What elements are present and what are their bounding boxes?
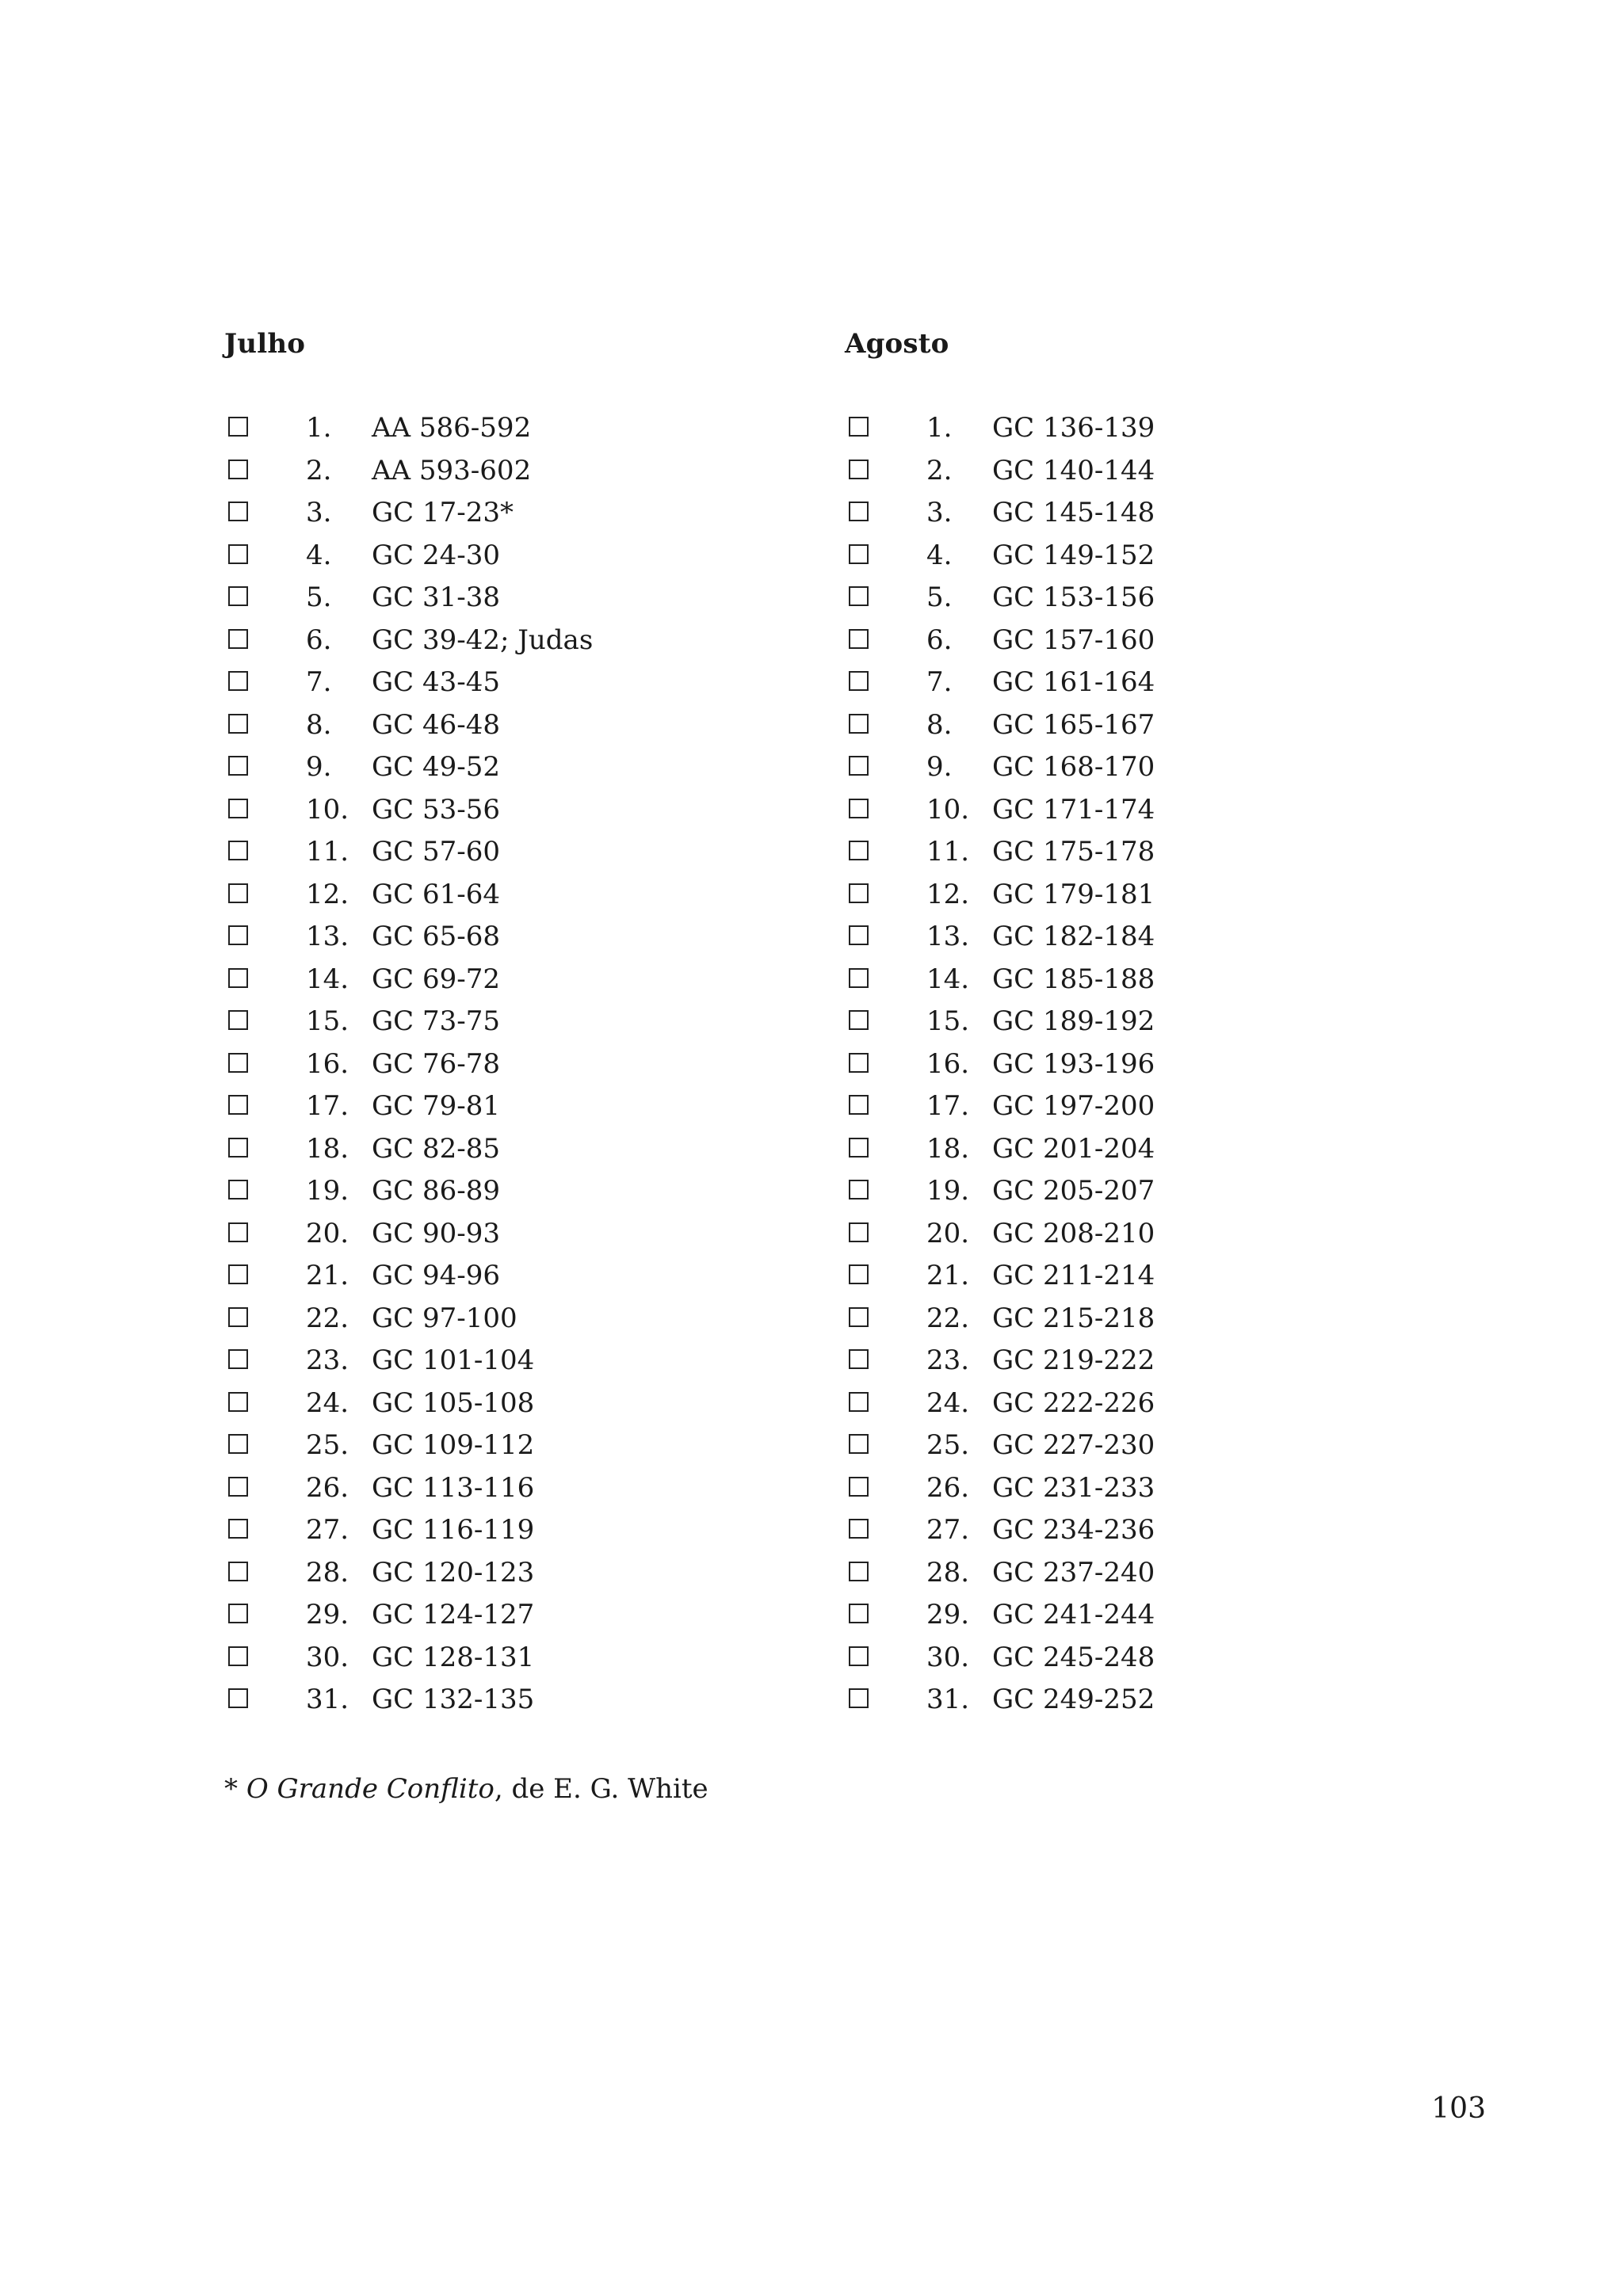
list-item bbox=[845, 1043, 1400, 1086]
day-number: 4. bbox=[306, 539, 332, 571]
checkbox-icon[interactable] bbox=[228, 1138, 248, 1158]
list-item bbox=[845, 916, 1400, 959]
list-item bbox=[224, 1552, 779, 1595]
checkbox-icon[interactable] bbox=[849, 1646, 869, 1666]
checkbox-icon[interactable] bbox=[228, 1349, 248, 1369]
day-number: 26. bbox=[306, 1471, 349, 1504]
reading-reference: GC 249-252 bbox=[992, 1684, 1155, 1715]
list-item bbox=[845, 1552, 1400, 1595]
list-item bbox=[224, 1383, 779, 1425]
list-item bbox=[845, 577, 1400, 620]
checkbox-icon[interactable] bbox=[228, 1604, 248, 1623]
reading-reference: GC 43-45 bbox=[372, 666, 500, 698]
reading-reference: GC 241-244 bbox=[992, 1599, 1155, 1630]
list-item bbox=[845, 1001, 1400, 1043]
checkbox-icon[interactable] bbox=[849, 1562, 869, 1581]
day-number: 19. bbox=[926, 1175, 970, 1207]
footnote-marker: * bbox=[224, 1773, 246, 1805]
list-item bbox=[224, 407, 779, 450]
reading-reference: GC 124-127 bbox=[372, 1599, 535, 1630]
checkbox-icon[interactable] bbox=[849, 1434, 869, 1454]
reading-reference: GC 69-72 bbox=[372, 963, 500, 995]
day-number: 30. bbox=[926, 1641, 970, 1673]
checkbox-icon[interactable] bbox=[228, 925, 248, 945]
reading-reference: GC 161-164 bbox=[992, 666, 1155, 698]
day-number: 16. bbox=[306, 1047, 349, 1080]
list-item bbox=[224, 1128, 779, 1171]
list-item bbox=[224, 874, 779, 917]
reading-reference: GC 57-60 bbox=[372, 836, 500, 868]
day-number: 11. bbox=[926, 836, 970, 868]
checkbox-icon[interactable] bbox=[849, 883, 869, 903]
list-item bbox=[224, 1255, 779, 1298]
reading-reference: GC 211-214 bbox=[992, 1260, 1155, 1291]
day-number: 31. bbox=[926, 1684, 970, 1715]
reading-reference: GC 140-144 bbox=[992, 454, 1155, 486]
day-number: 19. bbox=[306, 1175, 349, 1207]
list-item bbox=[845, 1509, 1400, 1552]
checkbox-icon[interactable] bbox=[849, 1264, 869, 1284]
day-number: 14. bbox=[306, 963, 349, 995]
list-item bbox=[224, 1085, 779, 1128]
reading-reference: GC 17-23* bbox=[372, 497, 514, 528]
reading-reference: GC 208-210 bbox=[992, 1217, 1155, 1249]
day-number: 14. bbox=[926, 963, 970, 995]
reading-reference: GC 61-64 bbox=[372, 878, 500, 910]
checkbox-icon[interactable] bbox=[849, 1307, 869, 1327]
checkbox-icon[interactable] bbox=[228, 1562, 248, 1581]
day-number: 2. bbox=[926, 454, 953, 486]
reading-reference: GC 49-52 bbox=[372, 751, 500, 783]
reading-reference: GC 24-30 bbox=[372, 539, 500, 571]
reading-reference: GC 222-226 bbox=[992, 1386, 1155, 1419]
checkbox-icon[interactable] bbox=[849, 671, 869, 691]
checkbox-icon[interactable] bbox=[228, 1519, 248, 1539]
list-item bbox=[845, 874, 1400, 917]
day-number: 17. bbox=[926, 1090, 970, 1122]
list-item bbox=[845, 1425, 1400, 1467]
day-number: 5. bbox=[926, 582, 953, 613]
footnote-author: , de E. G. White bbox=[494, 1773, 708, 1805]
day-number: 2. bbox=[306, 454, 332, 486]
day-number: 20. bbox=[926, 1217, 970, 1249]
checkbox-icon[interactable] bbox=[849, 1604, 869, 1623]
reading-reference: GC 128-131 bbox=[372, 1641, 535, 1673]
list-item bbox=[224, 789, 779, 832]
list-item bbox=[224, 1298, 779, 1341]
reading-reference: GC 193-196 bbox=[992, 1047, 1155, 1080]
checkbox-icon[interactable] bbox=[228, 714, 248, 734]
reading-reference: GC 189-192 bbox=[992, 1005, 1155, 1037]
reading-reference: GC 86-89 bbox=[372, 1175, 500, 1207]
list-item bbox=[224, 1425, 779, 1467]
checkbox-icon[interactable] bbox=[228, 502, 248, 521]
reading-reference: GC 185-188 bbox=[992, 963, 1155, 995]
day-number: 8. bbox=[306, 708, 332, 741]
day-number: 25. bbox=[926, 1429, 970, 1461]
reading-reference: GC 179-181 bbox=[992, 878, 1155, 910]
list-item bbox=[845, 831, 1400, 874]
day-number: 21. bbox=[306, 1260, 349, 1291]
checkbox-icon[interactable] bbox=[849, 799, 869, 818]
checkbox-icon[interactable] bbox=[228, 586, 248, 606]
day-number: 12. bbox=[306, 878, 349, 910]
day-number: 28. bbox=[306, 1556, 349, 1589]
reading-reference: GC 90-93 bbox=[372, 1217, 500, 1249]
day-number: 30. bbox=[306, 1641, 349, 1673]
list-item bbox=[845, 704, 1400, 747]
list-item bbox=[845, 407, 1400, 450]
reading-reference: GC 113-116 bbox=[372, 1471, 535, 1504]
reading-reference: GC 175-178 bbox=[992, 836, 1155, 868]
list-item bbox=[845, 662, 1400, 704]
day-number: 24. bbox=[926, 1386, 970, 1419]
list-item bbox=[224, 916, 779, 959]
day-number: 9. bbox=[306, 751, 332, 783]
checkbox-icon[interactable] bbox=[228, 1688, 248, 1708]
checkbox-icon[interactable] bbox=[849, 968, 869, 988]
checkbox-icon[interactable] bbox=[228, 544, 248, 564]
checkbox-icon[interactable] bbox=[228, 1264, 248, 1284]
list-item bbox=[845, 1594, 1400, 1637]
checkbox-icon[interactable] bbox=[228, 968, 248, 988]
checkbox-icon[interactable] bbox=[228, 799, 248, 818]
reading-reference: GC 31-38 bbox=[372, 582, 500, 613]
list-item bbox=[845, 620, 1400, 662]
checkbox-icon[interactable] bbox=[228, 1095, 248, 1115]
day-number: 6. bbox=[926, 624, 953, 656]
reading-reference: GC 237-240 bbox=[992, 1556, 1155, 1589]
day-number: 24. bbox=[306, 1386, 349, 1419]
list-item bbox=[224, 1467, 779, 1510]
list-item bbox=[845, 1637, 1400, 1680]
reading-reference: GC 46-48 bbox=[372, 708, 500, 741]
checkbox-icon[interactable] bbox=[849, 714, 869, 734]
list-item bbox=[845, 1085, 1400, 1128]
reading-reference: GC 82-85 bbox=[372, 1132, 500, 1165]
list-item bbox=[845, 789, 1400, 832]
reading-reference: GC 201-204 bbox=[992, 1132, 1155, 1165]
day-number: 29. bbox=[926, 1599, 970, 1630]
day-number: 10. bbox=[926, 793, 970, 826]
checkbox-icon[interactable] bbox=[228, 417, 248, 437]
checkbox-icon[interactable] bbox=[849, 841, 869, 860]
reading-reference: GC 145-148 bbox=[992, 497, 1155, 528]
list-item bbox=[224, 535, 779, 578]
day-number: 23. bbox=[306, 1344, 349, 1376]
reading-reference: GC 231-233 bbox=[992, 1471, 1155, 1504]
day-number: 27. bbox=[926, 1514, 970, 1546]
checkbox-icon[interactable] bbox=[228, 1392, 248, 1412]
checkbox-icon[interactable] bbox=[228, 1010, 248, 1030]
day-number: 11. bbox=[306, 836, 349, 868]
column-agosto bbox=[845, 326, 1400, 1722]
day-number: 6. bbox=[306, 624, 332, 656]
list-item bbox=[845, 535, 1400, 578]
day-number: 22. bbox=[926, 1302, 970, 1334]
reading-reference: GC 94-96 bbox=[372, 1260, 500, 1291]
reading-list bbox=[224, 407, 779, 1722]
day-number: 5. bbox=[306, 582, 332, 613]
checkbox-icon[interactable] bbox=[849, 1349, 869, 1369]
day-number: 29. bbox=[306, 1599, 349, 1630]
list-item bbox=[224, 704, 779, 747]
checkbox-icon[interactable] bbox=[849, 417, 869, 437]
reading-reference: GC 227-230 bbox=[992, 1429, 1155, 1461]
day-number: 3. bbox=[926, 497, 953, 528]
day-number: 7. bbox=[926, 666, 953, 698]
list-item bbox=[845, 1340, 1400, 1383]
day-number: 15. bbox=[926, 1005, 970, 1037]
list-item bbox=[845, 1298, 1400, 1341]
list-item bbox=[845, 959, 1400, 1001]
page-number: 103 bbox=[1431, 2092, 1486, 2125]
checkbox-icon[interactable] bbox=[228, 1053, 248, 1073]
checkbox-icon[interactable] bbox=[228, 1477, 248, 1497]
reading-reference: GC 234-236 bbox=[992, 1514, 1155, 1546]
list-item bbox=[224, 450, 779, 493]
list-item bbox=[224, 1213, 779, 1256]
footnote bbox=[224, 1772, 708, 1806]
reading-reference: GC 73-75 bbox=[372, 1005, 500, 1037]
checkbox-icon[interactable] bbox=[849, 1519, 869, 1539]
checkbox-icon[interactable] bbox=[849, 925, 869, 945]
day-number: 20. bbox=[306, 1217, 349, 1249]
reading-reference: GC 120-123 bbox=[372, 1556, 535, 1589]
day-number: 7. bbox=[306, 666, 332, 698]
reading-reference: GC 65-68 bbox=[372, 921, 500, 952]
checkbox-icon[interactable] bbox=[849, 1010, 869, 1030]
day-number: 31. bbox=[306, 1684, 349, 1715]
day-number: 23. bbox=[926, 1344, 970, 1376]
reading-reference: GC 149-152 bbox=[992, 539, 1155, 571]
reading-reference: AA 586-592 bbox=[372, 412, 532, 444]
reading-reference: GC 76-78 bbox=[372, 1047, 500, 1080]
column-julho bbox=[224, 326, 779, 1722]
list-item bbox=[224, 746, 779, 789]
day-number: 3. bbox=[306, 497, 332, 528]
checkbox-icon[interactable] bbox=[849, 1688, 869, 1708]
list-item bbox=[845, 746, 1400, 789]
list-item bbox=[224, 1679, 779, 1722]
list-item bbox=[224, 831, 779, 874]
checkbox-icon[interactable] bbox=[228, 629, 248, 649]
reading-reference: GC 97-100 bbox=[372, 1302, 517, 1334]
list-item bbox=[224, 577, 779, 620]
day-number: 27. bbox=[306, 1514, 349, 1546]
checkbox-icon[interactable] bbox=[228, 1434, 248, 1454]
reading-reference: GC 165-167 bbox=[992, 708, 1155, 741]
list-item bbox=[845, 1213, 1400, 1256]
list-item bbox=[224, 1170, 779, 1213]
reading-reference: GC 215-218 bbox=[992, 1302, 1155, 1334]
day-number: 13. bbox=[306, 921, 349, 952]
day-number: 22. bbox=[306, 1302, 349, 1334]
reading-reference: GC 53-56 bbox=[372, 793, 500, 826]
checkbox-icon[interactable] bbox=[849, 1477, 869, 1497]
list-item bbox=[845, 1383, 1400, 1425]
checkbox-icon[interactable] bbox=[228, 756, 248, 776]
checkbox-icon[interactable] bbox=[849, 1180, 869, 1199]
day-number: 13. bbox=[926, 921, 970, 952]
list-item bbox=[845, 1128, 1400, 1171]
checkbox-icon[interactable] bbox=[228, 883, 248, 903]
checkbox-icon[interactable] bbox=[849, 1053, 869, 1073]
checkbox-icon[interactable] bbox=[849, 502, 869, 521]
day-number: 26. bbox=[926, 1471, 970, 1504]
checkbox-icon[interactable] bbox=[849, 1392, 869, 1412]
list-item bbox=[224, 1509, 779, 1552]
day-number: 15. bbox=[306, 1005, 349, 1037]
checkbox-icon[interactable] bbox=[228, 460, 248, 479]
checkbox-icon[interactable] bbox=[228, 1222, 248, 1242]
checkbox-icon[interactable] bbox=[849, 586, 869, 606]
list-item bbox=[845, 492, 1400, 535]
checkbox-icon[interactable] bbox=[228, 1180, 248, 1199]
reading-reference: GC 116-119 bbox=[372, 1514, 535, 1546]
list-item bbox=[845, 1467, 1400, 1510]
list-item bbox=[845, 1170, 1400, 1213]
month-title: Julho bbox=[224, 328, 306, 360]
list-item bbox=[224, 620, 779, 662]
checkbox-icon[interactable] bbox=[849, 544, 869, 564]
day-number: 1. bbox=[926, 412, 953, 444]
day-number: 28. bbox=[926, 1556, 970, 1589]
reading-reference: GC 182-184 bbox=[992, 921, 1155, 952]
checkbox-icon[interactable] bbox=[849, 629, 869, 649]
reading-reference: GC 219-222 bbox=[992, 1344, 1155, 1376]
checkbox-icon[interactable] bbox=[849, 1138, 869, 1158]
list-item bbox=[224, 1594, 779, 1637]
day-number: 17. bbox=[306, 1090, 349, 1122]
reading-reference: GC 136-139 bbox=[992, 412, 1155, 444]
reading-reference: GC 245-248 bbox=[992, 1641, 1155, 1673]
checkbox-icon[interactable] bbox=[228, 841, 248, 860]
day-number: 25. bbox=[306, 1429, 349, 1461]
reading-reference: GC 105-108 bbox=[372, 1386, 535, 1419]
list-item bbox=[224, 492, 779, 535]
day-number: 4. bbox=[926, 539, 953, 571]
day-number: 16. bbox=[926, 1047, 970, 1080]
checkbox-icon[interactable] bbox=[849, 460, 869, 479]
day-number: 12. bbox=[926, 878, 970, 910]
list-item bbox=[845, 1679, 1400, 1722]
list-item bbox=[224, 1637, 779, 1680]
reading-reference: GC 197-200 bbox=[992, 1090, 1155, 1122]
list-item bbox=[224, 1001, 779, 1043]
checkbox-icon[interactable] bbox=[849, 1095, 869, 1115]
day-number: 18. bbox=[926, 1132, 970, 1165]
list-item bbox=[845, 1255, 1400, 1298]
day-number: 18. bbox=[306, 1132, 349, 1165]
footnote-book-title: O Grande Conflito bbox=[246, 1773, 495, 1805]
day-number: 21. bbox=[926, 1260, 970, 1291]
list-item bbox=[224, 662, 779, 704]
checkbox-icon[interactable] bbox=[849, 1222, 869, 1242]
reading-reference: GC 171-174 bbox=[992, 793, 1155, 826]
reading-reference: GC 101-104 bbox=[372, 1344, 535, 1376]
reading-reference: GC 109-112 bbox=[372, 1429, 535, 1461]
reading-reference: GC 168-170 bbox=[992, 751, 1155, 783]
checkbox-icon[interactable] bbox=[849, 756, 869, 776]
list-item bbox=[224, 1043, 779, 1086]
reading-reference: GC 205-207 bbox=[992, 1175, 1155, 1207]
list-item bbox=[845, 450, 1400, 493]
list-item bbox=[224, 1340, 779, 1383]
reading-reference: AA 593-602 bbox=[372, 454, 532, 486]
checkbox-icon[interactable] bbox=[228, 671, 248, 691]
reading-reference: GC 132-135 bbox=[372, 1684, 535, 1715]
list-item bbox=[224, 959, 779, 1001]
checkbox-icon[interactable] bbox=[228, 1307, 248, 1327]
reading-list bbox=[845, 407, 1400, 1722]
reading-reference: GC 39-42; Judas bbox=[372, 624, 594, 656]
day-number: 10. bbox=[306, 793, 349, 826]
reading-reference: GC 157-160 bbox=[992, 624, 1155, 656]
day-number: 1. bbox=[306, 412, 332, 444]
month-title: Agosto bbox=[845, 328, 949, 360]
reading-reference: GC 153-156 bbox=[992, 582, 1155, 613]
day-number: 8. bbox=[926, 708, 953, 741]
reading-reference: GC 79-81 bbox=[372, 1090, 500, 1122]
day-number: 9. bbox=[926, 751, 953, 783]
checkbox-icon[interactable] bbox=[228, 1646, 248, 1666]
